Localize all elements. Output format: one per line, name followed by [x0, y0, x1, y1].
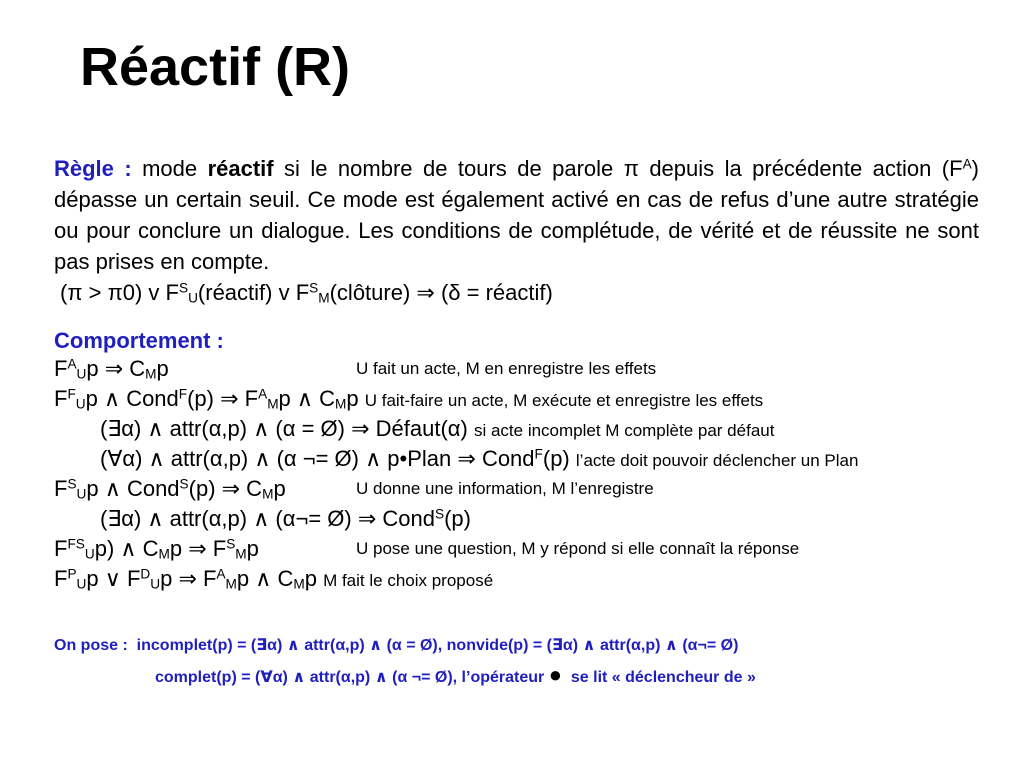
rule-formula [54, 277, 979, 308]
comportement-section [54, 326, 979, 596]
rule-formula-sub: M [318, 290, 330, 306]
rule-text-1: mode [131, 156, 208, 181]
rule-paragraph [54, 153, 979, 308]
formula-comment: U donne une information, M l’enregistre [356, 479, 654, 498]
formula-comment: U pose une question, M y répond si elle connaît la réponse [356, 539, 800, 558]
formula: (∃α) ∧ attr(α,p) ∧ (α¬= Ø) ⇒ Cond$^S$(p) [100, 506, 471, 531]
rule-label: Règle : [54, 156, 132, 181]
rule-text-2: si le nombre de tours de parole π depuis la précédente action (F [273, 156, 963, 181]
rule-formula-part: (clôture) ⇒ (δ = réactif) [329, 280, 553, 305]
slide-title: Réactif (R) [80, 37, 351, 97]
formula-row [54, 446, 979, 476]
rule-formula-sup: S [309, 280, 319, 296]
formula-comment: U fait un acte, M en enregistre les effets [356, 359, 657, 378]
formula: $F^A_Up$ ⇒ $C_Mp$ [54, 356, 169, 382]
bullet-operator-icon: ● [548, 662, 562, 687]
formula-row [54, 476, 979, 506]
formula-row [54, 506, 979, 536]
rule-text-bold: réactif [207, 156, 274, 181]
formula: (∀α) ∧ attr(α,p) ∧ (α ¬= Ø) ∧ p•Plan ⇒ Cond$^F$(p) l’acte doit pouvoir déclencher un Plan [100, 446, 859, 471]
rule-formula-part: (π > π0) v F [60, 280, 179, 305]
on-pose-line-2 [54, 662, 979, 694]
on-pose-section [54, 630, 979, 694]
formula-row [54, 536, 979, 566]
rule-formula-sup: S [178, 280, 189, 296]
on-pose-definition: se lit « déclencheur de » [570, 669, 756, 686]
formula-comment: U fait-faire un acte, M exécute et enregistre les effets [364, 391, 764, 410]
formula-row [54, 566, 979, 596]
formula: $F^P_Up$ ∨ $F^D_Up$ ⇒ $F^A_Mp$ ∧ $C_Mp$ M fait le choix proposé [54, 566, 494, 592]
formula: (∃α) ∧ attr(α,p) ∧ (α = Ø) ⇒ Défaut(α) si acte incomplet M complète par défaut [100, 416, 775, 441]
rule-text-3: ) dépasse un certain seuil. Ce mode est également activé en cas de refus d’une autre stratégie ou pour conclure un dialogue. Les conditions de complétude, de vérité et de réussite ne sont pas prises en compte. [54, 156, 979, 274]
formula-row [54, 386, 979, 416]
formula-comment: M fait le choix proposé [323, 571, 494, 590]
on-pose-definition: incomplet(p) = (∃α) ∧ attr(α,p) ∧ (α = Ø), nonvide(p) = (∃α) ∧ attr(α,p) ∧ (α¬= Ø) [136, 637, 739, 654]
formula-row [54, 416, 979, 446]
formula: $F^F_Up$ ∧ Cond$^F$(p) ⇒ $F^A_Mp$ ∧ $C_Mp$ U fait-faire un acte, M exécute et enregistre les effets [54, 386, 764, 412]
formula: $F^S_Up$ ∧ Cond$^S$(p) ⇒ $C_Mp$ [54, 476, 286, 502]
on-pose-definition: complet(p) = (∀α) ∧ attr(α,p) ∧ (α ¬= Ø), l’opérateur [155, 669, 545, 686]
on-pose-line-1 [54, 630, 979, 662]
rule-formula-sub: U [188, 290, 198, 306]
comportement-title: Comportement : [54, 328, 224, 353]
formula-comment: l’acte doit pouvoir déclencher un Plan [575, 451, 859, 470]
rule-formula-part: (réactif) v F [197, 280, 310, 305]
formula-comment: si acte incomplet M complète par défaut [473, 421, 775, 440]
rule-text-sup: A [962, 156, 972, 172]
formula: $F^{FS}_Up$) ∧ $C_Mp$ ⇒ $F^S_Mp$ [54, 536, 259, 562]
on-pose-label: On pose : [54, 637, 128, 654]
formula-row [54, 356, 979, 386]
